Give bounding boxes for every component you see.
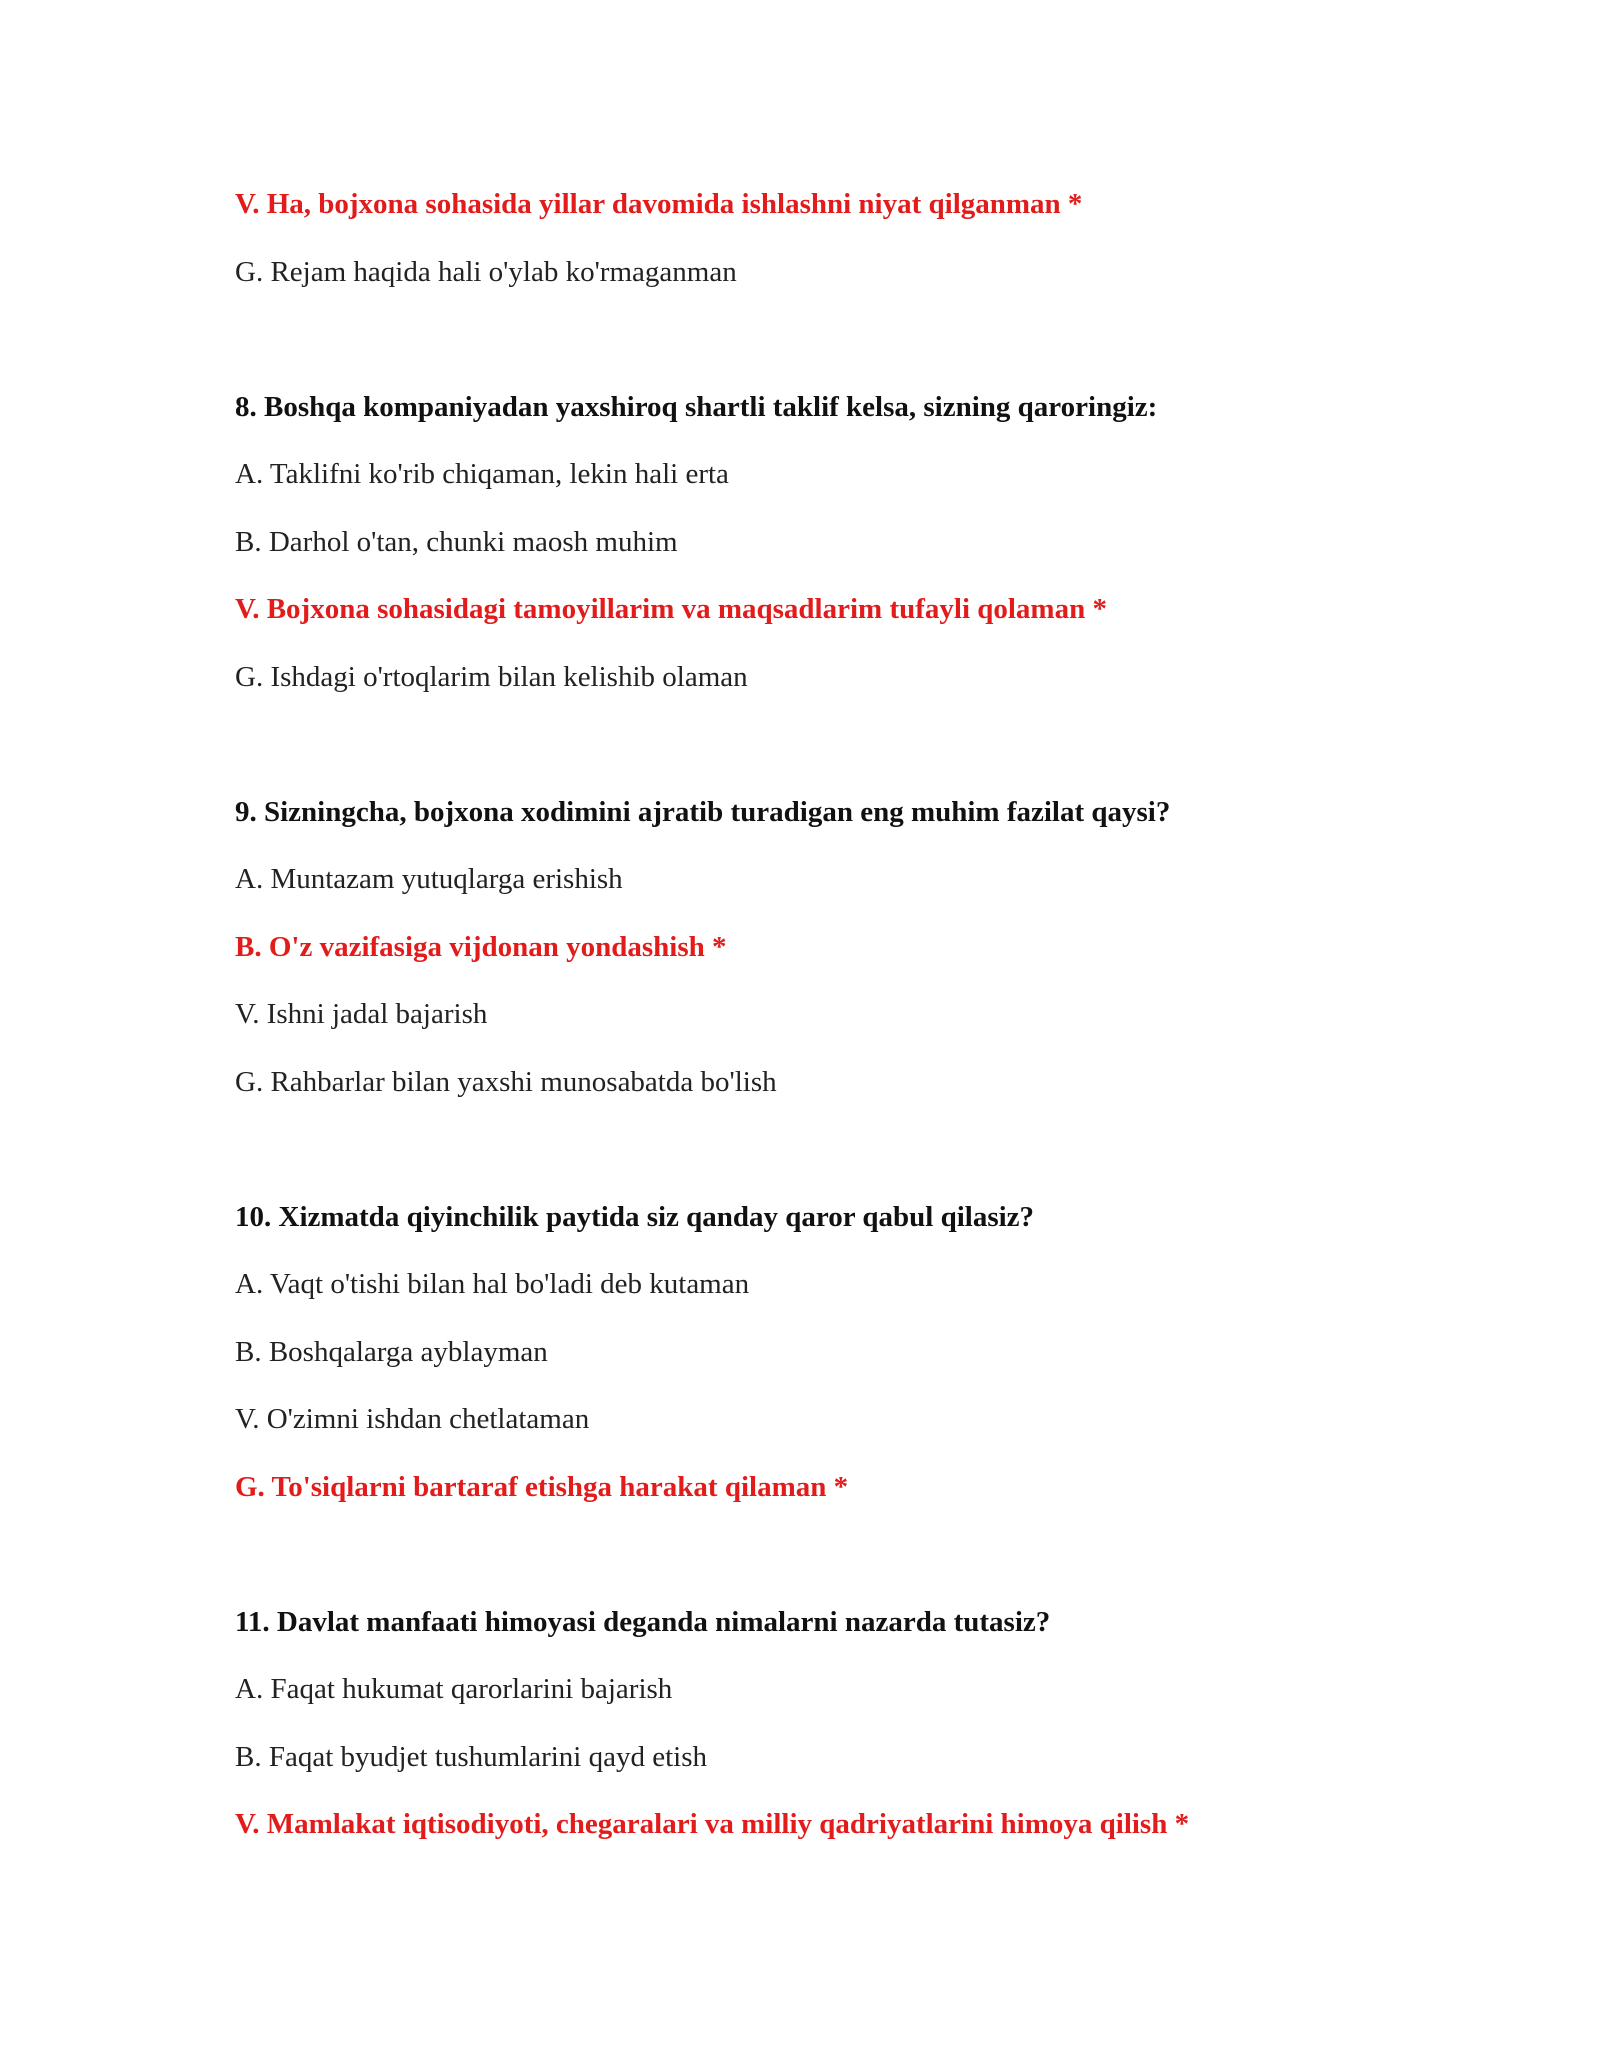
answer-option-correct: V. Ha, bojxona sohasida yillar davomida ishlashni niyat qilganman * (235, 188, 1083, 220)
answer-option-correct: V. Bojxona sohasidagi tamoyillarim va maqsadlarim tufayli qolaman * (235, 593, 1107, 625)
answer-option: B. Faqat byudjet tushumlarini qayd etish (235, 1740, 708, 1773)
answer-option: B. Darhol o'tan, chunki maosh muhim (235, 525, 678, 558)
answer-option: A. Muntazam yutuqlarga erishish (235, 863, 623, 895)
answer-option: G. Ishdagi o'rtoqlarim bilan kelishib olaman (235, 660, 748, 693)
question-text: 11. Davlat manfaati himoyasi deganda nimalarni nazarda tutasiz? (235, 1605, 1051, 1638)
question-text: 10. Xizmatda qiyinchilik paytida siz qanday qaror qabul qilasiz? (235, 1200, 1035, 1233)
answer-option: V. O'zimni ishdan chetlataman (235, 1403, 590, 1435)
question-block-8 (235, 389, 1415, 695)
answer-option: G. Rahbarlar bilan yaxshi munosabatda bo'lish (235, 1065, 777, 1098)
answer-option: A. Taklifni ko'rib chiqaman, lekin hali erta (235, 458, 729, 490)
question-block-11 (235, 1604, 1415, 1843)
quiz-content (235, 186, 1415, 1842)
answer-option-correct: V. Mamlakat iqtisodiyoti, chegaralari va milliy qadriyatlarini himoya qilish * (235, 1808, 1190, 1840)
answer-option: B. Boshqalarga ayblayman (235, 1335, 548, 1368)
question-text: 9. Sizningcha, bojxona xodimini ajratib turadigan eng muhim fazilat qaysi? (235, 795, 1171, 828)
answer-option: A. Vaqt o'tishi bilan hal bo'ladi deb kutaman (235, 1268, 750, 1300)
question-block-9 (235, 794, 1415, 1100)
question-block-10 (235, 1199, 1415, 1505)
answer-option: V. Ishni jadal bajarish (235, 998, 488, 1030)
answer-option: A. Faqat hukumat qarorlarini bajarish (235, 1673, 673, 1705)
answer-option-correct: G. To'siqlarni bartaraf etishga harakat qilaman * (235, 1470, 849, 1503)
answer-option-correct: B. O'z vazifasiga vijdonan yondashish * (235, 930, 727, 963)
answer-option: G. Rejam haqida hali o'ylab ko'rmaganman (235, 255, 737, 288)
question-text: 8. Boshqa kompaniyadan yaxshiroq shartli taklif kelsa, sizning qaroringiz: (235, 390, 1158, 423)
question-block-7-continued (235, 186, 1415, 290)
